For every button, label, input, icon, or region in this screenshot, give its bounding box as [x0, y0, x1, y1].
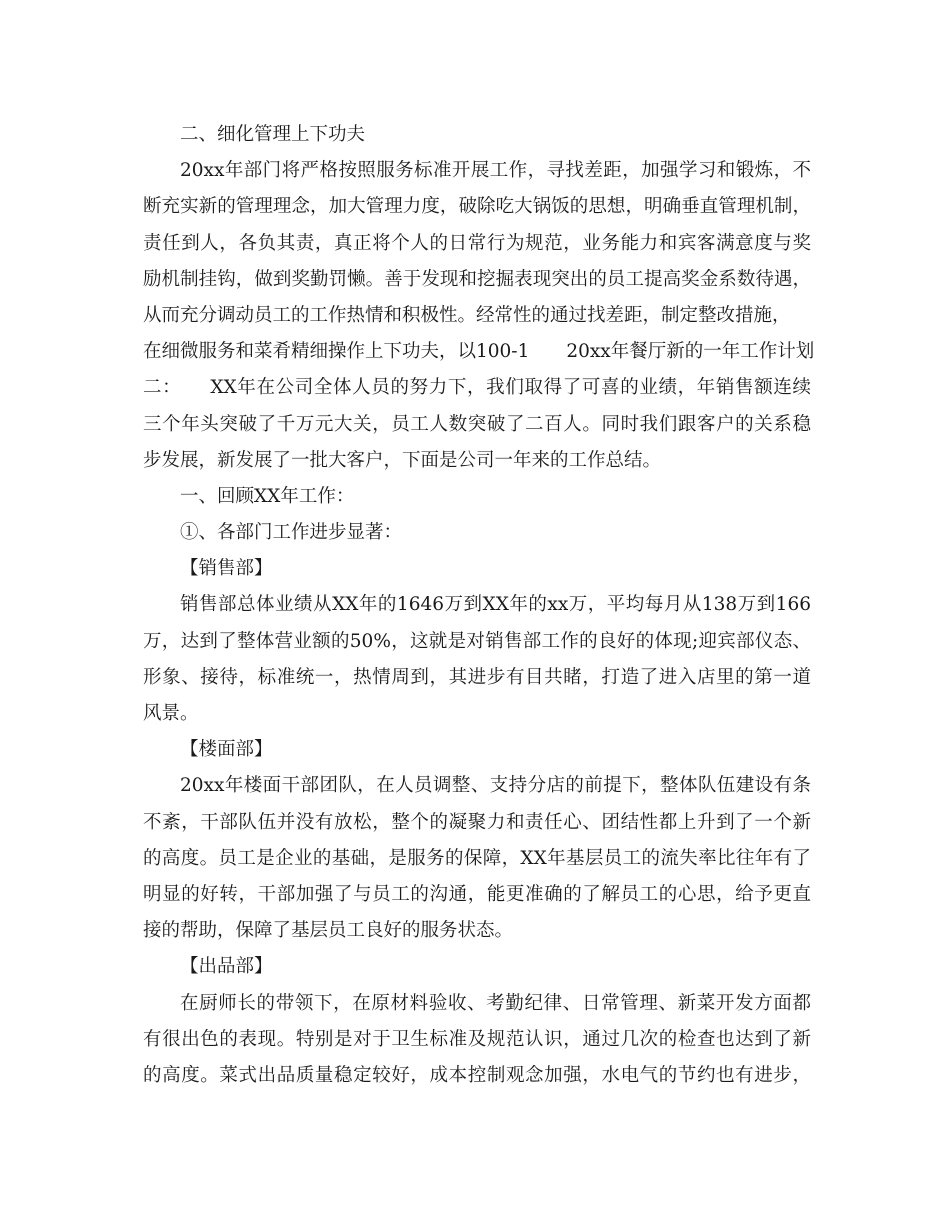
subsection-heading: ①、各部门工作进步显著：: [180, 522, 403, 544]
paragraph-line: 有很出色的表现。特别是对于卫生标准及规范认识，通过几次的检查也达到了新: [143, 1028, 811, 1050]
paragraph-line: 步发展，新发展了一批大客户，下面是公司一年来的工作总结。: [143, 449, 662, 471]
paragraph-line: 不紊，干部队伍并没有放松，整个的凝聚力和责任心、团结性都上升到了一个新: [143, 811, 811, 833]
department-heading-sales: 【销售部】: [180, 558, 273, 580]
section-heading: 一、回顾XX年工作：: [180, 485, 355, 507]
paragraph-line: 从而充分调动员工的工作热情和积极性。经常性的通过找差距，制定整改措施，: [143, 304, 791, 326]
department-heading-floor: 【楼面部】: [180, 739, 273, 761]
department-heading-kitchen: 【出品部】: [180, 956, 273, 978]
paragraph-line: 责任到人，各负其责，真正将个人的日常行为规范，业务能力和宾客满意度与奖: [143, 232, 811, 254]
paragraph-line: 20xx年部门将严格按照服务标准开展工作，寻找差距，加强学习和锻炼，不: [180, 160, 811, 182]
paragraph-line: 二： XX年在公司全体人员的努力下，我们取得了可喜的业绩，年销售额连续: [143, 377, 811, 399]
paragraph-line: 断充实新的管理理念，加大管理力度，破除吃大锅饭的思想，明确垂直管理机制，: [143, 196, 811, 218]
paragraph-line: 的高度。员工是企业的基础，是服务的保障，XX年基层员工的流失率比往年有了: [143, 847, 811, 869]
paragraph-line: 励机制挂钩，做到奖勤罚懒。善于发现和挖掘表现突出的员工提高奖金系数待遇，: [143, 268, 811, 290]
paragraph-line: 20xx年楼面干部团队，在人员调整、支持分店的前提下，整体队伍建设有条: [180, 775, 811, 797]
section-heading: 二、细化管理上下功夫: [180, 124, 366, 145]
paragraph-line: 万，达到了整体营业额的50%，这就是对销售部工作的良好的体现;迎宾部仪态、: [143, 630, 811, 652]
paragraph-line: 形象、接待，标准统一，热情周到，其进步有目共睹，打造了进入店里的第一道: [143, 666, 811, 688]
paragraph-line: 明显的好转，干部加强了与员工的沟通，能更准确的了解员工的心思，给予更直: [143, 883, 811, 905]
paragraph-line: 接的帮助，保障了基层员工良好的服务状态。: [143, 920, 514, 942]
paragraph-line: 的高度。菜式出品质量稳定较好，成本控制观念加强，水电气的节约也有进步，: [143, 1064, 811, 1086]
document-body: [143, 117, 815, 1094]
paragraph-line: 风景。: [143, 703, 199, 724]
paragraph-line: 在细微服务和菜肴精细操作上下功夫，以100-1 20xx年餐厅新的一年工作计划: [143, 341, 815, 363]
paragraph-line: 三个年头突破了千万元大关，员工人数突破了二百人。同时我们跟客户的关系稳: [143, 413, 811, 435]
paragraph-line: 销售部总体业绩从XX年的1646万到XX年的xx万，平均每月从138万到166: [180, 594, 811, 616]
paragraph-line: 在厨师长的带领下，在原材料验收、考勤纪律、日常管理、新菜开发方面都: [180, 992, 811, 1014]
